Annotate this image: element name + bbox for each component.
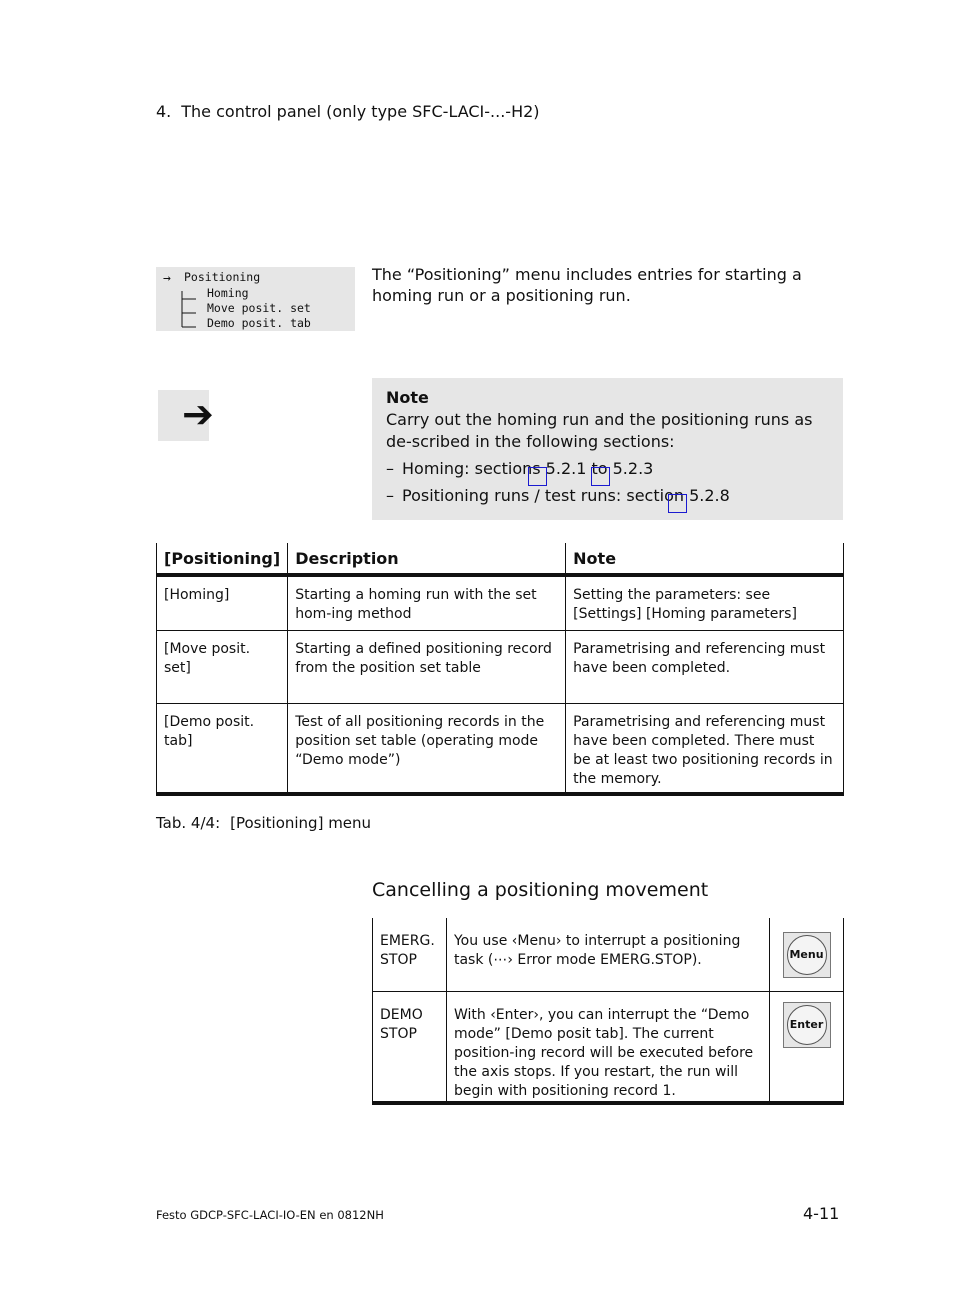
table-cell: Starting a homing run with the set hom-ing method	[288, 575, 566, 630]
column-header: Description	[288, 543, 566, 575]
chapter-number: 4.	[156, 102, 172, 121]
table-row	[373, 918, 844, 991]
table-cell: Parametrising and referencing must have been completed.	[566, 630, 844, 703]
enter-key-label: Enter	[787, 1005, 827, 1045]
enter-key-icon	[783, 1002, 831, 1048]
menu-key-icon	[783, 932, 831, 978]
table-cell: [Move posit. set]	[157, 630, 288, 703]
menu-display	[156, 267, 355, 331]
note-text: Carry out the homing run and the positioning runs as de-scribed in the following sections:	[386, 410, 813, 451]
positioning-menu-table	[156, 543, 844, 796]
column-header: Note	[566, 543, 844, 575]
column-header: [Positioning]	[157, 543, 288, 575]
menu-pointer-icon: →	[163, 271, 171, 286]
arrow-right-icon: ➔	[182, 392, 214, 436]
menu-item-move-posit-set: Move posit. set	[207, 301, 311, 315]
table-row	[157, 575, 844, 630]
note-symbol	[158, 390, 214, 441]
footer-document-id: Festo GDCP-SFC-LACI-IO-EN en 0812NH	[156, 1208, 384, 1222]
intro-text: The “Positioning” menu includes entries for starting a homing run or a positioning run.	[372, 265, 802, 305]
chapter-heading	[156, 102, 540, 121]
caption-label: Tab. 4/4:	[156, 814, 221, 832]
key-cell	[770, 991, 844, 1103]
table-row	[157, 630, 844, 703]
table-cell: Starting a defined positioning record from the position set table	[288, 630, 566, 703]
mode-cell: DEMO STOP	[373, 991, 447, 1103]
key-cell	[770, 918, 844, 991]
table-row	[157, 703, 844, 794]
table-cell: Setting the parameters: see [Settings] [Homing parameters]	[566, 575, 844, 630]
xref-link-5-2-8[interactable]	[668, 494, 687, 513]
menu-root: Positioning	[184, 270, 261, 284]
menu-key-label: Menu	[787, 935, 827, 975]
description-cell: You use ‹Menu› to interrupt a positioning task (⋯› Error mode EMERG.STOP).	[446, 918, 769, 991]
note-box	[372, 378, 843, 520]
cancel-table	[372, 918, 844, 1105]
note-item-homing: – Homing: sections 5.2.1 to 5.2.3	[386, 459, 654, 478]
mode-cell: EMERG. STOP	[373, 918, 447, 991]
note-item-text: Homing: sections 5.2.1 to 5.2.3	[402, 459, 654, 478]
table-row	[373, 991, 844, 1103]
table-cell: [Homing]	[157, 575, 288, 630]
table-caption	[156, 814, 371, 832]
xref-link-5-2-1[interactable]	[528, 467, 547, 486]
note-item-text: Positioning runs / test runs: section 5.2.8	[402, 486, 730, 505]
page-number: 4-11	[803, 1204, 840, 1223]
note-title: Note	[386, 388, 429, 407]
section-heading: Cancelling a positioning movement	[372, 879, 709, 901]
table-cell: [Demo posit. tab]	[157, 703, 288, 794]
note-item-positioning: – Positioning runs / test runs: section 5.2.8	[386, 486, 730, 505]
table-header-row	[157, 543, 844, 575]
description-cell: With ‹Enter›, you can interrupt the “Demo mode” [Demo posit tab]. The current position-ing record will be executed before the axis stops. If you restart, the run will begin with positioning record 1.	[446, 991, 769, 1103]
chapter-title: The control panel (only type SFC-LACI-...-H2)	[181, 102, 540, 121]
menu-item-homing: Homing	[207, 286, 249, 300]
table-cell: Parametrising and referencing must have been completed. There must be at least two positioning records in the memory.	[566, 703, 844, 794]
caption-text: [Positioning] menu	[230, 814, 372, 832]
table-cell: Test of all positioning records in the position set table (operating mode “Demo mode”)	[288, 703, 566, 794]
menu-item-demo-posit-tab: Demo posit. tab	[207, 316, 311, 330]
xref-link-5-2-3[interactable]	[591, 467, 610, 486]
